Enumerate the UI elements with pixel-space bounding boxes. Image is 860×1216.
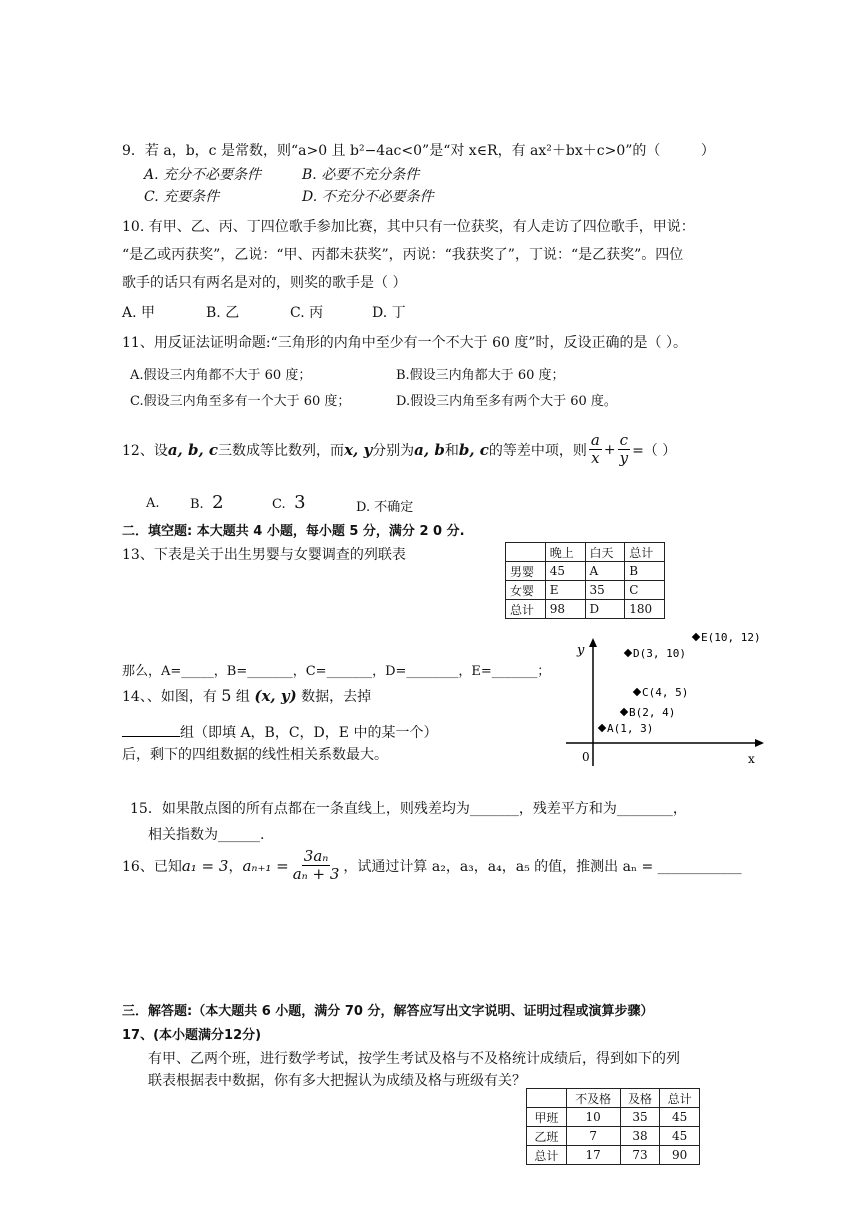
- q9-option-b: B. 必要不充分条件: [302, 167, 420, 183]
- q12-option-b: [190, 492, 224, 513]
- q14-line-3: 后，剩下的四组数据的线性相关系数最大。: [122, 747, 388, 763]
- scatter-x-label: x: [748, 752, 755, 766]
- q17-line-1: 有甲、乙两个班，进行数学考试，按学生考试及格与不及格统计成绩后，得到如下的列: [148, 1051, 680, 1067]
- q12-bc: b, c: [458, 440, 489, 459]
- q17-table-row-label: 乙班: [527, 1127, 567, 1146]
- q17-table-header-cell: 总计: [660, 1089, 700, 1108]
- q13-table-row: [506, 581, 665, 600]
- q10-option-c: C. 丙: [290, 305, 324, 321]
- q13-table-cell: B: [625, 562, 665, 581]
- q17-table-row-label: 总计: [527, 1146, 567, 1165]
- q10-line-3: 歌手的话只有两名是对的，则奖的歌手是（ ）: [122, 275, 407, 291]
- q17-table-cell: 38: [620, 1127, 660, 1146]
- q17-table-cell: 10: [566, 1108, 620, 1127]
- q12-option-b-value: 2: [212, 492, 224, 513]
- q14-five: 5: [221, 686, 232, 705]
- scatter-point: [633, 688, 641, 696]
- q12-option-c-label: C.: [272, 497, 286, 512]
- q13-table-header-cell: 晚上: [545, 543, 585, 562]
- q13-table-cell: A: [585, 562, 625, 581]
- q12-frac1-numerator: a: [590, 431, 600, 449]
- scatter-point-label: C(4, 5): [642, 686, 689, 699]
- q16-denominator: aₙ + 3: [292, 865, 340, 883]
- q17-table-row: [527, 1146, 700, 1165]
- q14-line-2: [122, 722, 437, 742]
- section-3-heading: 三．解答题:（本大题共 6 小题，满分 70 分，解答应写出文字说明、证明过程或演算步骤）: [122, 1004, 654, 1019]
- q13-table-header-cell: 白天: [585, 543, 625, 562]
- q15-line-2: 相关指数为______.: [148, 827, 265, 843]
- q12-mid-1: 三数成等比数列，而: [218, 442, 345, 459]
- q13-table-row-label: 男婴: [506, 562, 546, 581]
- q17-table-row: [527, 1108, 700, 1127]
- q12-fraction-c-over-y: [618, 432, 630, 467]
- q13-table-row-label: 女婴: [506, 581, 546, 600]
- q11-stem: 11、用反证法证明命题:“三角形的内角中至少有一个不大于 60 度”时，反设正确的是（ ）。: [122, 335, 688, 351]
- q12-option-a: A.: [146, 496, 160, 511]
- q12-option-c: [272, 492, 306, 513]
- q14-line-1: [122, 686, 371, 706]
- q13-table-row: [506, 600, 665, 619]
- q12-plus: +: [603, 441, 616, 458]
- q11-option-b: B.假设三内角都大于 60 度；: [396, 368, 565, 383]
- q17-table-header-cell: 及格: [620, 1089, 660, 1108]
- q17-contingency-table: [526, 1088, 700, 1165]
- q13-table-header-cell: [506, 543, 546, 562]
- q12-frac2-denominator: y: [619, 449, 629, 467]
- q12-option-d: D. 不确定: [356, 500, 414, 515]
- q13-table-header-row: [506, 543, 665, 562]
- scatter-point: [692, 633, 700, 641]
- q12-mid-4: 的等差中项，则: [488, 442, 587, 459]
- q13-table-cell: 45: [545, 562, 585, 581]
- q12-equals: =（ ）: [632, 442, 677, 459]
- q12-abc: a, b, c: [167, 440, 219, 459]
- q11-option-a: A.假设三内角都不大于 60 度；: [130, 368, 312, 383]
- q12-option-c-value: 3: [294, 492, 306, 513]
- q10-option-b: B. 乙: [206, 305, 240, 321]
- q9-stem: [122, 140, 715, 160]
- q12-frac1-denominator: x: [591, 449, 600, 467]
- q14-pair: (x, y): [254, 687, 297, 705]
- scatter-y-arrow: [589, 638, 597, 647]
- q10-option-a: A. 甲: [122, 305, 156, 321]
- q12-mid-3: 和: [444, 442, 459, 459]
- q13-answer-line: 那么，A=_____，B=_______，C=_______，D=________，E=_______；: [122, 664, 551, 679]
- q15-line-1: 15．如果散点图的所有点都在一条直线上，则残差均为_______，残差平方和为________，: [130, 801, 687, 817]
- q17-table-cell: 7: [566, 1127, 620, 1146]
- scatter-point: [624, 649, 632, 657]
- q13-table-cell: 180: [625, 600, 665, 619]
- q14-scatter-plot: [560, 630, 770, 770]
- q17-table-cell: 17: [566, 1146, 620, 1165]
- q16-sep: ，: [228, 858, 243, 875]
- scatter-point-label: D(3, 10): [633, 647, 686, 660]
- q16-stem: [122, 848, 742, 883]
- q17-table-cell: 45: [660, 1127, 700, 1146]
- q13-table-cell: E: [545, 581, 585, 600]
- q12-option-b-label: B.: [190, 497, 204, 512]
- q14-answer-blank[interactable]: [122, 722, 180, 737]
- q16-pre: 16、已知: [122, 858, 182, 875]
- q9-option-a: A. 充分不必要条件: [144, 167, 262, 183]
- q9-option-d: D. 不充分不必要条件: [302, 189, 434, 205]
- q17-table-header-cell: 不及格: [566, 1089, 620, 1108]
- q12-fraction-a-over-x: [589, 432, 602, 467]
- q14-line1-mid: 组: [235, 689, 250, 705]
- scatter-point: [598, 724, 606, 732]
- q16-an1: aₙ₊₁ =: [242, 856, 289, 875]
- q10-line-1: 10. 有甲、乙、丙、丁四位歌手参加比赛，其中只有一位获奖，有人走访了四位歌手，甲说：: [122, 219, 695, 235]
- q12-frac2-numerator: c: [619, 431, 629, 449]
- section-2-heading: 二．填空题: 本大题共 4 小题，每小题 5 分，满分 2 0 分.: [122, 524, 465, 539]
- q9-stem-text: 9．若 a，b，c 是常数，则“a>0 且 b²−4ac<0”是“对 x∈R，有 ax²＋bx＋c>0”的（: [122, 143, 661, 159]
- q14-line2-text: 组（即填 A，B，C，D，E 中的某一个）: [180, 725, 438, 741]
- q12-stem: [122, 432, 676, 467]
- q17-table-cell: 45: [660, 1108, 700, 1127]
- q13-table-cell: 98: [545, 600, 585, 619]
- q12-ab: a, b: [414, 440, 445, 459]
- q11-option-c: C.假设三内角至多有一个大于 60 度；: [130, 394, 351, 409]
- q9-stem-end: ）: [700, 143, 715, 159]
- q12-xy: x, y: [344, 440, 373, 459]
- q17-title: 17、(本小题满分12分): [122, 1028, 262, 1043]
- scatter-point-label: A(1, 3): [607, 722, 654, 735]
- q13-table-header-cell: 总计: [625, 543, 665, 562]
- q16-post: ，试通过计算 a₂，a₃，a₄，a₅ 的值，推测出 aₙ = ____________: [343, 858, 742, 875]
- q14-line1-pre: 14、、如图，有: [122, 689, 217, 705]
- q16-numerator: 3aₙ: [303, 847, 329, 865]
- q17-line-2: 联表根据表中数据，你有多大把握认为成绩及格与班级有关？: [148, 1073, 526, 1089]
- scatter-point: [620, 708, 628, 716]
- q17-table-cell: 90: [660, 1146, 700, 1165]
- q17-table-row: [527, 1127, 700, 1146]
- q10-line-2: “是乙或丙获奖”，乙说：“甲、丙都未获奖”，丙说：“我获奖了”，丁说：“是乙获奖”。四位: [122, 247, 684, 263]
- q13-table-row: [506, 562, 665, 581]
- q13-stem: 13、下表是关于出生男婴与女婴调查的列联表: [122, 547, 406, 563]
- q17-table-cell: 35: [620, 1108, 660, 1127]
- q10-option-d: D. 丁: [372, 305, 406, 321]
- q16-a1: a₁ = 3: [181, 856, 229, 875]
- q11-option-d: D.假设三内角至多有两个大于 60 度。: [396, 394, 617, 409]
- q13-table-cell: C: [625, 581, 665, 600]
- q17-table-cell: 73: [620, 1146, 660, 1165]
- scatter-y-label: y: [577, 643, 585, 658]
- q12-mid-2: 分别为: [372, 442, 415, 459]
- q14-line1-post: 数据，去掉: [301, 689, 372, 705]
- scatter-points: [598, 631, 761, 735]
- q13-table-cell: D: [585, 600, 625, 619]
- scatter-point-label: B(2, 4): [629, 706, 676, 719]
- scatter-origin-label: 0: [582, 750, 590, 764]
- q13-contingency-table: [505, 542, 665, 619]
- q12-pre: 12、设: [122, 442, 168, 459]
- q17-table-header-row: [527, 1089, 700, 1108]
- q17-table-row-label: 甲班: [527, 1108, 567, 1127]
- q13-table-cell: 35: [585, 581, 625, 600]
- scatter-point-label: E(10, 12): [701, 631, 761, 644]
- q13-table-row-label: 总计: [506, 600, 546, 619]
- q9-option-c: C. 充要条件: [144, 189, 220, 205]
- q16-recurrence-fraction: [291, 848, 342, 883]
- q17-table-header-cell: [527, 1089, 567, 1108]
- scatter-x-arrow: [755, 739, 764, 747]
